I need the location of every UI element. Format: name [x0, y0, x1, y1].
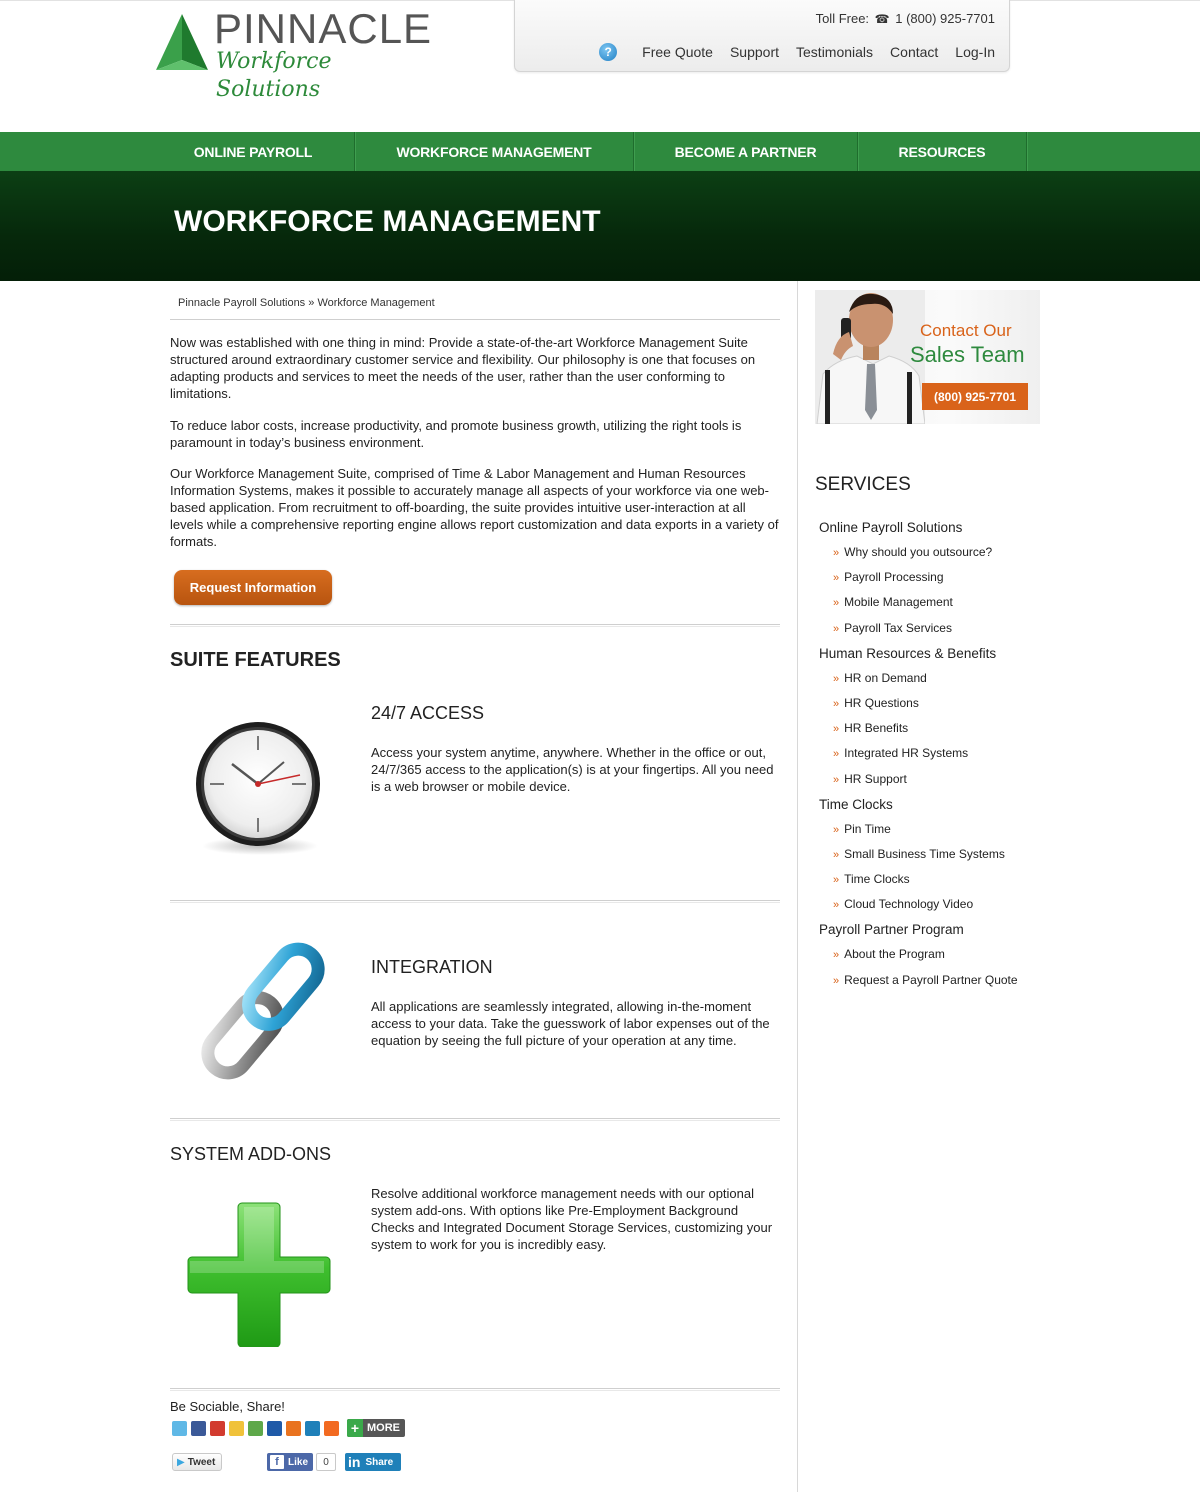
digg-icon[interactable] [286, 1421, 301, 1436]
section-rule [170, 1388, 780, 1391]
free-quote-link[interactable]: Free Quote [642, 44, 713, 60]
bullet-icon: » [833, 899, 840, 912]
main-nav [0, 132, 1200, 171]
bullet-icon: » [833, 823, 840, 836]
feature-integration-title: INTEGRATION [371, 957, 493, 977]
service-item[interactable]: » About the Program [833, 947, 945, 962]
service-item[interactable]: » HR Support [833, 771, 907, 786]
service-category[interactable]: Payroll Partner Program [819, 922, 964, 938]
bullet-icon: » [833, 697, 840, 710]
section-rule [170, 900, 780, 903]
share-label: Share [365, 1456, 394, 1468]
facebook-icon[interactable] [191, 1421, 206, 1436]
facebook-f-icon: f [270, 1455, 284, 1469]
intro-paragraph-2: To reduce labor costs, increase productivity, and promote business growth, utilizing the right tools is paramount in today’s business environment. [170, 418, 742, 450]
nav-workforce-management[interactable]: WORKFORCE MANAGEMENT [396, 143, 592, 160]
feature-integration-text: All applications are seamlessly integrated, allowing in-the-moment access to your data. Take the guesswork of labor expenses out of the equation by seeing the full picture of your operation at any time. [371, 999, 770, 1048]
bullet-icon: » [833, 949, 840, 962]
feature-access-title: 24/7 ACCESS [371, 703, 485, 723]
green-plus-icon [186, 1201, 332, 1347]
logo-title: PINNACLE [214, 5, 433, 52]
service-item[interactable]: » Mobile Management [833, 595, 953, 610]
bullet-icon: » [833, 622, 840, 635]
utility-panel [514, 0, 1010, 72]
toll-free-number[interactable]: 1 (800) 925-7701 [895, 11, 995, 26]
service-item[interactable]: » Payroll Processing [833, 570, 944, 585]
service-category[interactable]: Online Payroll Solutions [819, 520, 963, 535]
nav-become-a-partner[interactable]: BECOME A PARTNER [674, 143, 817, 160]
nav-resources[interactable]: RESOURCES [898, 143, 986, 160]
bullet-icon: » [833, 848, 840, 861]
bullet-icon: » [833, 874, 840, 887]
bullet-icon: » [833, 974, 840, 987]
service-item[interactable]: » Integrated HR Systems [833, 746, 969, 761]
facebook-like-button[interactable] [267, 1453, 313, 1471]
contact-line-2: Sales Team [910, 342, 1025, 367]
nav-divider [1026, 132, 1027, 171]
stumbleupon-icon[interactable] [248, 1421, 263, 1436]
service-item[interactable]: » HR Questions [833, 695, 919, 710]
breadcrumb [178, 297, 435, 309]
feature-access-text: Access your system anytime, anywhere. Whether in the office or out, 24/7/365 access to the application(s) is at your fingertips. All you need is a web browser or mobile device. [371, 745, 774, 794]
breadcrumb-current: Workforce Management [317, 297, 435, 309]
social-label: Be Sociable, Share! [170, 1399, 285, 1414]
pinnacle-triangle-icon [154, 12, 210, 72]
services-heading: SERVICES [815, 474, 911, 495]
bullet-icon: » [833, 723, 840, 736]
clock-icon [192, 718, 326, 858]
bullet-icon: » [833, 773, 840, 786]
bullet-icon: » [833, 597, 840, 610]
rss-icon[interactable] [324, 1421, 339, 1436]
linkedin-share-button[interactable] [345, 1453, 401, 1471]
linkedin-in-icon: in [348, 1454, 361, 1470]
utility-links [599, 43, 995, 61]
page-hero [0, 171, 1200, 281]
toll-free-label: Toll Free: [815, 11, 870, 26]
chain-link-icon [180, 938, 340, 1083]
bullet-icon: » [833, 547, 840, 559]
intro-paragraph-1: Now was established with one thing in mind: Provide a state-of-the-art Workforce Management Suite structured around extraordinary customer service and flexibility. Our philosophy is one that focuses on adapting products and services to meet the needs of the user, rather than the user conforming to limitations. [170, 335, 756, 401]
nav-online-payroll[interactable]: ONLINE PAYROLL [193, 143, 313, 160]
bullet-icon: » [833, 572, 840, 585]
gmail-icon[interactable] [210, 1421, 225, 1436]
feature-addons-text: Resolve additional workforce management needs with our optional system add-ons. With options like Pre-Employment Background Checks and Integrated Document Storage Services, customizing your system to work for you is incredibly easy. [371, 1186, 773, 1252]
bullet-icon: » [833, 672, 840, 685]
tweet-button[interactable] [172, 1453, 222, 1471]
section-rule [170, 624, 780, 627]
service-category[interactable]: Time Clocks [819, 796, 893, 812]
breadcrumb-root[interactable]: Pinnacle Payroll Solutions [178, 297, 306, 309]
login-link[interactable]: Log-In [955, 44, 995, 60]
page-title: WORKFORCE MANAGEMENT [174, 205, 601, 238]
service-item[interactable]: » Cloud Technology Video [833, 897, 974, 912]
logo-subtitle: Workforce Solutions [216, 49, 332, 102]
service-item[interactable]: » Request a Payroll Partner Quote [833, 972, 1018, 987]
like-count: 0 [316, 1453, 336, 1471]
favorites-icon[interactable] [229, 1421, 244, 1436]
delicious-icon[interactable] [267, 1421, 282, 1436]
contact-phone[interactable]: (800) 925-7701 [922, 383, 1028, 410]
sidebar-divider [797, 281, 798, 1492]
site-logo[interactable] [152, 5, 442, 102]
plus-icon: + [347, 1419, 363, 1437]
testimonials-link[interactable]: Testimonials [796, 44, 874, 60]
section-rule [170, 1118, 780, 1121]
contact-sales-banner[interactable] [815, 290, 1040, 424]
toll-free [816, 11, 995, 26]
breadcrumb-separator: » [308, 297, 315, 309]
service-item[interactable]: » Payroll Tax Services [833, 620, 952, 635]
service-item[interactable]: » HR Benefits [833, 721, 909, 736]
services-list [819, 519, 1039, 997]
intro-paragraph-3: Our Workforce Management Suite, comprised of Time & Labor Management and Human Resources Information Systems, makes it possible to accurately manage all aspects of your workforce via one web-based application. From recruitment to off-boarding, the suite provides intuitive user-interaction at all levels while a comprehensive reporting engine allows report customization and data exports in a variety of formats. [170, 466, 779, 549]
more-label: MORE [367, 1422, 400, 1434]
service-item[interactable]: » Pin Time [833, 821, 891, 836]
like-label: Like [288, 1456, 309, 1468]
suite-features-heading: SUITE FEATURES [170, 649, 341, 671]
twitter-icon[interactable] [172, 1421, 187, 1436]
contact-line-1: Contact Our [920, 321, 1012, 340]
contact-link[interactable]: Contact [890, 44, 939, 60]
phone-icon: ☎ [874, 12, 890, 26]
bullet-icon: » [833, 748, 840, 761]
help-icon[interactable]: ? [599, 43, 617, 61]
service-category[interactable]: Human Resources & Benefits [819, 645, 997, 661]
twitter-bird-icon: ▶ [177, 1456, 185, 1468]
linkedin-icon[interactable] [305, 1421, 320, 1436]
sales-person-image [815, 290, 925, 424]
tweet-label: Tweet [187, 1456, 216, 1468]
request-information-button[interactable]: Request Information [174, 570, 332, 605]
service-item[interactable]: » Why should you outsource? [833, 545, 993, 559]
service-item[interactable]: » Small Business Time Systems [833, 846, 1005, 861]
breadcrumb-rule [170, 319, 780, 320]
feature-addons-title: SYSTEM ADD-ONS [170, 1144, 332, 1164]
share-icons [172, 1419, 405, 1437]
more-share-button[interactable] [347, 1419, 405, 1437]
support-link[interactable]: Support [729, 44, 780, 60]
service-item[interactable]: » Time Clocks [833, 872, 910, 887]
service-item[interactable]: » HR on Demand [833, 670, 927, 685]
